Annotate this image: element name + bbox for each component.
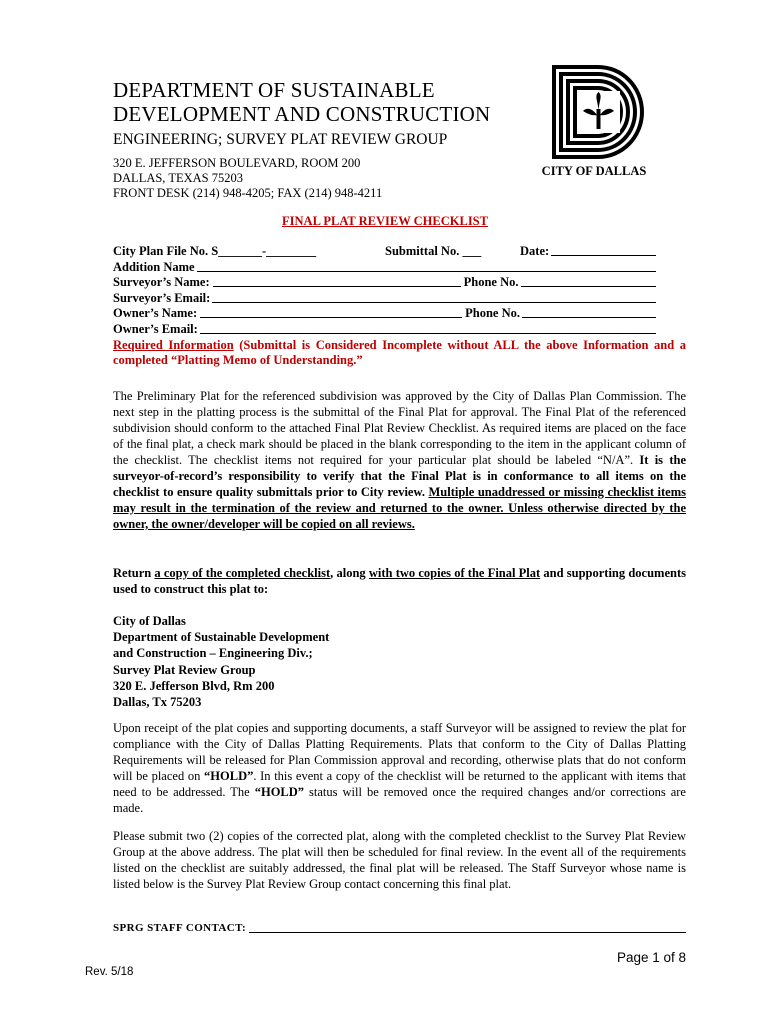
mail-line: City of Dallas [113, 614, 186, 628]
address-line3: FRONT DESK (214) 948-4205; FAX (214) 948-4211 [113, 186, 383, 200]
hold-status-1: “HOLD” [204, 769, 254, 783]
surveyor-name-row [113, 275, 658, 291]
date-blank [551, 244, 656, 256]
submittal-number-field: Submittal No. ___ [385, 244, 482, 258]
city-of-dallas-logo [552, 65, 644, 159]
review-text-1: Upon receipt of the plat copies and supporting documents, a staff Surveyor will be assigned to review the plat for compliance with the City of Dallas Platting Requirements. Plats that conform to the City of Dallas Platting Requirements will be released for Plan Commission approval and recording, otherwise plats that do not conform will be placed on [113, 721, 686, 783]
owner-name-blank [200, 306, 462, 318]
hold-status-2: “HOLD” [254, 785, 305, 799]
owner-email-label: Owner’s Email: [113, 321, 198, 336]
department-header [113, 78, 543, 201]
paragraph1-text: The Preliminary Plat for the referenced subdivision was approved by the City of Dallas Plan Commission. The next step in the platting process is the submittal of the Final Plat for approval. The Final Plat of the referenced subdivision should conform to the attached Final Plat Review Checklist. As required items are placed on the face of the final plat, a check mark should be placed in the blank corresponding to the item in the applicant column of the checklist. The checklist items not required for your particular plat should be labeled “N/A”. [113, 389, 686, 467]
owner-email-blank [200, 322, 656, 334]
addition-name-blank [197, 260, 656, 272]
group-title: ENGINEERING; SURVEY PLAT REVIEW GROUP [113, 131, 448, 148]
owner-name-row [113, 306, 658, 322]
paragraph-preliminary-plat [113, 388, 686, 532]
department-title-line1: DEPARTMENT OF SUSTAINABLE [113, 78, 435, 102]
return-text-2: , along [330, 566, 369, 580]
surveyor-name-label: Surveyor’s Name: [113, 275, 210, 290]
revision-label: Rev. 5/18 [85, 966, 134, 978]
submittal-form [113, 244, 686, 369]
file-submittal-date-row [113, 244, 658, 260]
surveyor-phone-label: Phone No. [463, 275, 519, 290]
surveyor-email-blank [212, 291, 656, 303]
required-information-note [113, 338, 686, 369]
address-line2: DALLAS, TEXAS 75203 [113, 171, 243, 185]
addition-name-row [113, 260, 658, 276]
owner-phone-label: Phone No. [465, 306, 520, 321]
page-number: Page 1 of 8 [616, 950, 686, 965]
addition-name-label: Addition Name [113, 259, 195, 274]
return-plat-copies: with two copies of the Final Plat [368, 566, 541, 580]
mail-line: and Construction – Engineering Div.; [113, 646, 313, 661]
checklist-title: FINAL PLAT REVIEW CHECKLIST [282, 214, 488, 228]
staff-contact-blank [249, 922, 686, 933]
mail-line: Dallas, Tx 75203 [113, 695, 202, 710]
city-label: CITY OF DALLAS [541, 164, 647, 178]
return-checklist-copy: a copy of the completed checklist [154, 566, 331, 580]
paragraph1-responsibility: It is the surveyor-of-record’s responsibility to verify that the Final Plat is in conformance to all items on the checklist to ensure quality submittals prior to City review. [113, 453, 686, 499]
paragraph-return-instructions [113, 565, 686, 597]
mail-line: Department of Sustainable Development [113, 630, 330, 645]
owner-email-row [113, 322, 658, 338]
department-title-line2: DEVELOPMENT AND CONSTRUCTION [113, 102, 491, 126]
return-text-3: and supporting documents used to construct this plat to: [113, 566, 686, 596]
owner-name-label: Owner’s Name: [113, 306, 198, 321]
required-information-label: Required Information [113, 337, 234, 352]
paragraph-resubmittal: Please submit two (2) copies of the corrected plat, along with the completed checklist to the Survey Plat Review Group at the above address. The plat will then be scheduled for final review. In the event all of the requirements listed on the checklist are suitably addressed, the final plat will be released. The Staff Surveyor whose name is listed below is the Survey Plat Review Group contact concerning this final plat. [113, 829, 686, 891]
mail-line: 320 E. Jefferson Blvd, Rm 200 [113, 678, 275, 693]
address-line1: 320 E. JEFFERSON BOULEVARD, ROOM 200 [113, 156, 361, 170]
return-text-1: Return [113, 566, 155, 580]
date-label: Date: [520, 244, 550, 258]
surveyor-name-blank [213, 275, 461, 287]
paragraph1-warning: Multiple unaddressed or missing checklist items may result in the termination of the review and returned to the owner. Unless otherwise directed by the owner, the owner/developer will be copied on all reviews. [113, 485, 686, 531]
mail-line: Survey Plat Review Group [113, 662, 256, 677]
paragraph-review-process [113, 720, 686, 816]
review-text-2: . In this event a copy of the checklist will be returned to the applicant with items that need to be addressed. The [113, 769, 686, 799]
review-text-3: status will be removed once the required changes and/or corrections are made. [113, 785, 686, 815]
city-plan-file-field: City Plan File No. S_______-________ [113, 244, 317, 258]
staff-contact-row [113, 922, 686, 934]
surveyor-phone-blank [521, 275, 657, 287]
owner-phone-blank [522, 306, 656, 318]
required-information-text: (Submittal is Considered Incomplete without ALL the above Information and a completed “Platting Memo of Understanding.” [113, 337, 686, 368]
surveyor-email-row [113, 291, 658, 307]
mailing-address [113, 613, 686, 710]
staff-contact-label: SPRG STAFF CONTACT: [113, 922, 247, 934]
surveyor-email-label: Surveyor’s Email: [113, 290, 211, 305]
